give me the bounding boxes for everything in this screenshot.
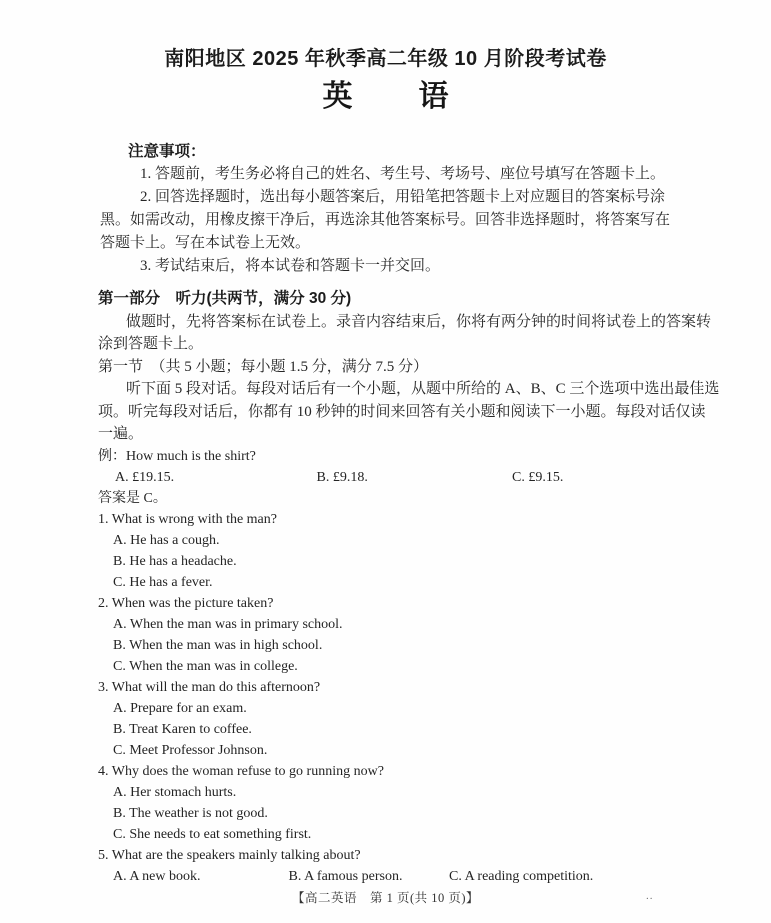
- notice-section: [98, 140, 701, 278]
- option-a: A. When the man was in primary school.: [113, 616, 343, 632]
- section1-instructions-line-2: 项。听完每段对话后，你都有 10 秒钟的时间来回答有关小题和阅读下一小题。每段对话仅读: [98, 403, 706, 420]
- option-a: A. A new book.: [113, 868, 201, 884]
- option-a: A. Prepare for an exam.: [113, 700, 247, 716]
- option-a: A. He has a cough.: [113, 532, 220, 548]
- notice-item-2-line-3: 答题卡上。写在本试卷上无效。: [100, 235, 311, 251]
- subject-char-left: 英: [322, 80, 353, 113]
- question-3: [98, 677, 701, 761]
- subject-char-right: 语: [418, 80, 449, 113]
- option-c: C. He has a fever.: [113, 574, 213, 590]
- question-5-options-row: [98, 866, 701, 887]
- question-4: [98, 761, 701, 845]
- part1-listening-section: [98, 288, 720, 446]
- notice-heading: 注意事项：: [128, 143, 206, 160]
- example-prompt: 例：How much is the shirt?: [98, 448, 256, 464]
- option-c: C. Meet Professor Johnson.: [113, 742, 268, 758]
- section1-heading: 第一节 （共 5 小题；每小题 1.5 分，满分 7.5 分）: [98, 358, 429, 375]
- example-option-a: A. £19.15.: [115, 469, 175, 485]
- section1-instructions-line-3: 一遍。: [98, 426, 144, 442]
- option-c: C. A reading competition.: [449, 868, 594, 884]
- exam-header: [0, 46, 771, 114]
- option-b: B. A famous person.: [288, 868, 403, 884]
- option-b: B. The weather is not good.: [113, 805, 268, 821]
- option-b: B. He has a headache.: [113, 553, 237, 569]
- option-c: C. She needs to eat something first.: [113, 826, 312, 842]
- question-2: [98, 593, 701, 677]
- example-option-b: B. £9.18.: [316, 469, 368, 485]
- page-number-label: 【高二英语 第 1 页(共 10 页)】: [291, 890, 480, 905]
- example-option-c: C. £9.15.: [512, 469, 564, 485]
- example-options-row: [98, 467, 701, 488]
- option-a: A. Her stomach hurts.: [113, 784, 237, 800]
- option-b: B. Treat Karen to coffee.: [113, 721, 252, 737]
- question-stem: 4. Why does the woman refuse to go running now?: [98, 763, 384, 779]
- subject-title: [0, 80, 771, 114]
- scan-artifact-mark: ..: [646, 890, 654, 902]
- notice-item-2-line-2: 黑。如需改动，用橡皮擦干净后，再选涂其他答案标号。回答非选择题时，将答案写在: [100, 212, 671, 228]
- page-footer: [0, 889, 771, 907]
- question-stem: 5. What are the speakers mainly talking about?: [98, 847, 361, 863]
- listening-questions-block: [98, 446, 701, 887]
- question-stem: 2. When was the picture taken?: [98, 595, 274, 611]
- part1-intro-line-2: 涂到答题卡上。: [98, 336, 204, 352]
- example-answer: 答案是 C。: [98, 490, 167, 506]
- notice-item-1: 1. 答题前，考生务必将自己的姓名、考生号、考场号、座位号填写在答题卡上。: [140, 166, 666, 182]
- question-5: [98, 845, 701, 887]
- part1-heading: 第一部分 听力(共两节，满分 30 分): [98, 290, 352, 307]
- section1-instructions-line-1: 听下面 5 段对话。每段对话后有一个小题，从题中所给的 A、B、C 三个选项中选出最佳选: [126, 381, 720, 397]
- exam-title: 南阳地区 2025 年秋季高二年级 10 月阶段考试卷: [164, 48, 607, 70]
- question-1: [98, 509, 701, 593]
- option-c: C. When the man was in college.: [113, 658, 298, 674]
- part1-intro-line-1: 做题时，先将答案标在试卷上。录音内容结束后，你将有两分钟的时间将试卷上的答案转: [126, 313, 712, 330]
- notice-item-3: 3. 考试结束后，将本试卷和答题卡一并交回。: [140, 258, 441, 274]
- example-block: [98, 446, 701, 509]
- question-stem: 1. What is wrong with the man?: [98, 511, 277, 527]
- question-stem: 3. What will the man do this afternoon?: [98, 679, 321, 695]
- option-b: B. When the man was in high school.: [113, 637, 323, 653]
- notice-item-2-line-1: 2. 回答选择题时，选出每小题答案后，用铅笔把答题卡上对应题目的答案标号涂: [140, 189, 666, 205]
